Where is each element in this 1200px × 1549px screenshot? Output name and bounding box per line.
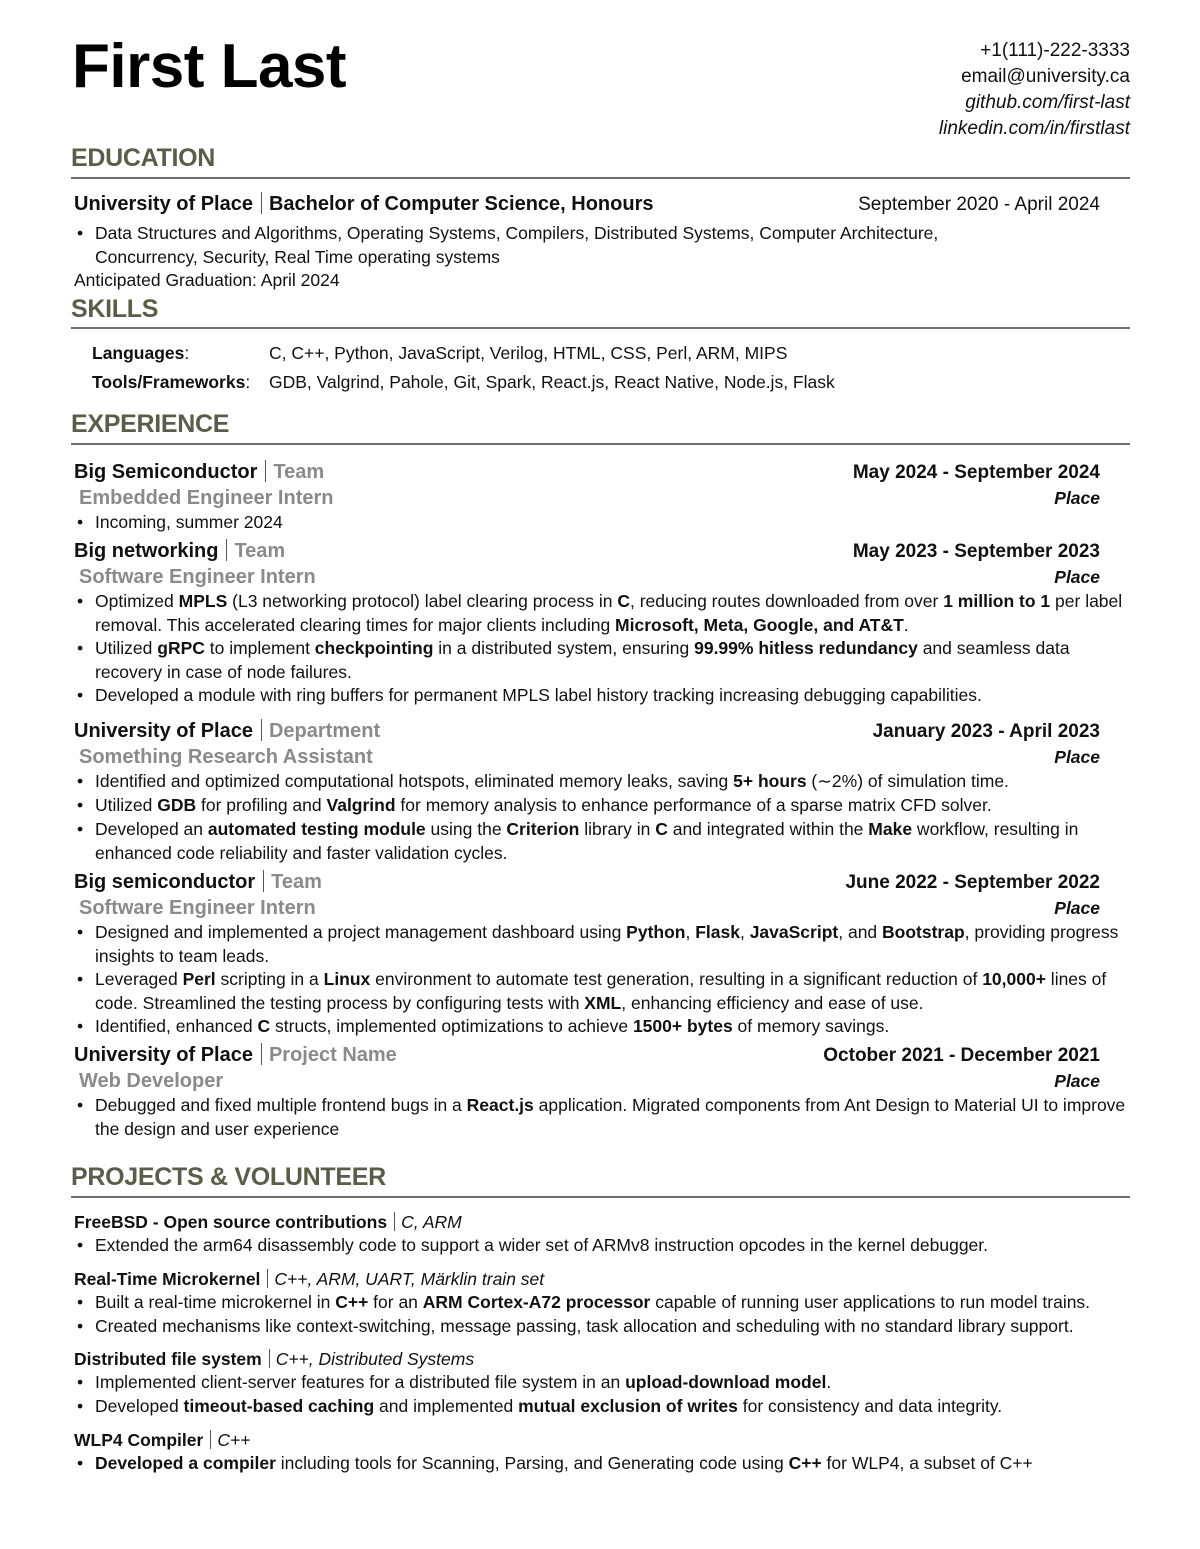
bullet-icon: • xyxy=(77,223,84,243)
bullet-text xyxy=(95,511,1137,535)
bullet-icon: • xyxy=(77,1395,84,1416)
text-run: Utilized xyxy=(95,638,158,658)
text-run: Identified and optimized computational hotspots, eliminated memory leaks, saving xyxy=(95,771,734,791)
skill-colon: : xyxy=(245,372,251,392)
project-tech: C++, Distributed Systems xyxy=(275,1349,475,1369)
bullet-icon: • xyxy=(77,819,84,839)
text-run: Designed and implemented a project management dashboard using xyxy=(95,922,627,942)
text-run: Identified, enhanced xyxy=(95,1016,258,1036)
school-name: University of Place xyxy=(74,193,253,215)
job-place: Place xyxy=(1054,567,1100,587)
bullet-text xyxy=(95,1371,1137,1395)
bold-text: Bootstrap xyxy=(882,922,965,942)
bullet-icon: • xyxy=(77,795,84,815)
bold-text: Perl xyxy=(182,969,216,989)
text-run: Optimized xyxy=(95,591,179,611)
bullet-item xyxy=(77,770,1137,794)
text-run: (∼2%) of simulation time. xyxy=(806,771,1009,791)
separator xyxy=(261,192,262,214)
bullet-icon: • xyxy=(77,771,84,791)
company-name: Big networking xyxy=(74,540,219,562)
text-run: for WLP4, a subset of C++ xyxy=(821,1453,1033,1473)
contact-block xyxy=(939,38,1130,142)
text-run: Incoming, summer 2024 xyxy=(95,512,283,532)
section-title-skills: SKILLS xyxy=(71,295,159,323)
bullet-icon: • xyxy=(77,1453,84,1473)
job-dates: October 2021 - December 2021 xyxy=(823,1045,1100,1066)
skill-value: GDB, Valgrind, Pahole, Git, Spark, React.js, React Native, Node.js, Flask xyxy=(269,372,835,392)
bold-text: C xyxy=(655,819,668,839)
bullet-text xyxy=(95,637,1137,684)
project-tech: C++, ARM, UART, Märklin train set xyxy=(274,1269,545,1289)
skill-row-languages xyxy=(92,342,787,365)
separator xyxy=(394,1212,395,1231)
bullet-item xyxy=(77,1452,1137,1476)
job-place: Place xyxy=(1054,898,1100,918)
github-link[interactable]: github.com/first-last xyxy=(965,92,1130,113)
bullet-item xyxy=(77,1395,1137,1419)
bullet-icon: • xyxy=(77,1292,84,1312)
bold-text: XML xyxy=(584,992,622,1013)
text-run: library in xyxy=(579,819,656,839)
bullet-item xyxy=(77,1094,1137,1141)
job-role: Something Research Assistant xyxy=(79,746,373,768)
separator xyxy=(210,1430,211,1449)
bold-text: Microsoft, Meta, Google, and AT&T xyxy=(615,614,904,635)
bold-text: upload-download model xyxy=(625,1372,827,1392)
text-run: Implemented client-server features for a distributed file system in an xyxy=(95,1372,626,1392)
text-run: Developed an xyxy=(95,819,208,839)
skill-value: C, C++, Python, JavaScript, Verilog, HTML, CSS, Perl, ARM, MIPS xyxy=(269,343,788,363)
courses-line: Data Structures and Algorithms, Operating Systems, Compilers, Distributed Systems, Computer Architecture, xyxy=(95,223,939,243)
bold-text: checkpointing xyxy=(314,638,434,658)
bullet-text xyxy=(95,1234,1137,1258)
text-run: for an xyxy=(368,1292,423,1312)
bold-text: mutual exclusion of writes xyxy=(518,1395,738,1416)
bold-text: 10,000+ xyxy=(982,969,1046,989)
text-run: including tools for Scanning, Parsing, and Generating code using xyxy=(275,1453,789,1473)
bullet-icon: • xyxy=(77,969,84,989)
text-run: Utilized xyxy=(95,795,158,815)
bullet-text xyxy=(95,590,1137,637)
bullet-item xyxy=(77,794,1137,818)
text-run: of memory savings. xyxy=(732,1016,890,1036)
text-run: , xyxy=(685,922,696,942)
bullet-item xyxy=(77,1015,1137,1039)
education-dates: September 2020 - April 2024 xyxy=(858,194,1100,215)
team-name: Project Name xyxy=(268,1044,397,1066)
separator xyxy=(261,719,262,741)
section-divider xyxy=(71,327,1130,329)
text-run: Extended the arm64 disassembly code to support a wider set of ARMv8 instruction opcodes in the kernel debugger. xyxy=(95,1235,989,1255)
bullet-text xyxy=(95,794,1137,818)
job-dates: May 2024 - September 2024 xyxy=(852,462,1100,483)
section-title-experience: EXPERIENCE xyxy=(71,410,230,438)
text-run: per label removal. This accelerated clearing times for major clients including xyxy=(95,591,1123,635)
bullet-icon: • xyxy=(77,922,84,942)
text-run: and implemented xyxy=(374,1395,519,1416)
bold-text: Developed a compiler xyxy=(95,1453,276,1473)
bullet-text xyxy=(95,968,1137,1015)
company-name: Big semiconductor xyxy=(74,871,256,893)
text-run: Built a real-time microkernel in xyxy=(95,1292,336,1312)
project-name: WLP4 Compiler xyxy=(74,1430,204,1450)
bold-text: ARM Cortex-A72 processor xyxy=(422,1292,651,1312)
bullet-text xyxy=(95,921,1137,968)
text-run: in a distributed system, ensuring xyxy=(433,638,695,658)
full-name: First Last xyxy=(72,32,347,101)
bold-text: automated testing module xyxy=(207,819,426,839)
bold-text: C xyxy=(617,591,630,611)
separator xyxy=(261,1043,262,1065)
text-run: Leveraged xyxy=(95,969,183,989)
bullet-icon: • xyxy=(77,1095,84,1115)
separator xyxy=(226,539,227,561)
text-run: for consistency and data integrity. xyxy=(737,1395,1003,1416)
bold-text: Valgrind xyxy=(326,795,396,815)
bold-text: Python xyxy=(626,922,686,942)
project-header xyxy=(74,1429,250,1452)
bold-text: 1500+ bytes xyxy=(632,1016,733,1036)
skill-colon: : xyxy=(184,343,190,363)
bullet-text xyxy=(95,1452,1137,1476)
job-place: Place xyxy=(1054,747,1100,767)
bullet-icon: • xyxy=(77,591,84,611)
job-place: Place xyxy=(1054,1071,1100,1091)
bullet-item xyxy=(77,921,1137,968)
text-run: . xyxy=(826,1372,832,1392)
company-name: University of Place xyxy=(74,1044,253,1066)
separator xyxy=(263,870,264,892)
text-run: to implement xyxy=(204,638,315,658)
section-title-education: EDUCATION xyxy=(71,144,216,172)
bullet-item xyxy=(77,511,1137,535)
bullet-icon: • xyxy=(77,1315,84,1336)
bullet-text xyxy=(95,1315,1137,1339)
job-role: Embedded Engineer Intern xyxy=(79,487,334,509)
team-name: Team xyxy=(273,461,325,483)
bold-text: MPLS xyxy=(178,591,228,611)
text-run: lines of code. Streamlined the testing process by configuring tests with xyxy=(95,969,1107,1013)
separator xyxy=(265,460,266,482)
bold-text: React.js xyxy=(466,1095,534,1115)
section-divider xyxy=(71,443,1130,445)
project-name: FreeBSD - Open source contributions xyxy=(74,1212,388,1232)
bullet-item xyxy=(77,637,1137,684)
job-role: Software Engineer Intern xyxy=(79,566,316,588)
bold-text: Make xyxy=(868,819,913,839)
bold-text: C++ xyxy=(335,1292,369,1312)
job-dates: May 2023 - September 2023 xyxy=(852,541,1100,562)
bullet-item xyxy=(77,1234,1137,1258)
section-divider xyxy=(71,1196,1130,1198)
team-name: Department xyxy=(268,720,381,742)
bullet-text xyxy=(95,818,1137,865)
email-link[interactable]: email@university.ca xyxy=(961,66,1130,87)
text-run: structs, implemented optimizations to achieve xyxy=(270,1016,633,1036)
bullet-text xyxy=(95,1015,1137,1039)
bullet-icon: • xyxy=(77,512,84,532)
bold-text: timeout-based caching xyxy=(183,1395,375,1416)
job-place: Place xyxy=(1054,488,1100,508)
bold-text: Criterion xyxy=(506,819,580,839)
company-name: University of Place xyxy=(74,720,253,742)
bold-text: C++ xyxy=(788,1453,822,1473)
separator xyxy=(267,1269,268,1288)
text-run: using the xyxy=(425,819,507,839)
text-run: , xyxy=(739,922,750,942)
company-name: Big Semiconductor xyxy=(74,461,258,483)
project-header xyxy=(74,1268,544,1291)
job-role: Software Engineer Intern xyxy=(79,897,316,919)
section-divider xyxy=(71,177,1130,179)
job-dates: January 2023 - April 2023 xyxy=(872,721,1100,742)
bold-text: 5+ hours xyxy=(733,771,807,791)
bold-text: GDB xyxy=(157,795,197,815)
text-run: (L3 networking protocol) label clearing process in xyxy=(227,591,618,611)
bold-text: Flask xyxy=(695,922,740,942)
bullet-text xyxy=(95,684,1137,708)
bullet-icon: • xyxy=(77,1016,84,1036)
bold-text: Linux xyxy=(323,969,371,989)
bold-text: JavaScript xyxy=(749,922,839,942)
bullet-item xyxy=(77,968,1137,1015)
separator xyxy=(269,1349,270,1368)
team-name: Team xyxy=(271,871,322,893)
text-run: , enhancing efficiency and ease of use. xyxy=(621,992,924,1013)
bullet-item xyxy=(77,590,1137,637)
bold-text: C xyxy=(257,1016,271,1036)
project-tech: C++ xyxy=(217,1430,251,1450)
text-run: workflow, resulting in enhanced code reliability and faster validation cycles. xyxy=(95,819,1079,863)
bullet-text xyxy=(95,1395,1137,1419)
project-tech: C, ARM xyxy=(401,1212,462,1232)
text-run: , and xyxy=(838,922,883,942)
graduation-text: Anticipated Graduation: April 2024 xyxy=(74,270,340,290)
text-run: , reducing routes downloaded from over xyxy=(629,591,944,611)
text-run: Developed a module with ring buffers for permanent MPLS label history tracking increasing debugging capabilities. xyxy=(95,685,982,705)
degree-name: Bachelor of Computer Science, Honours xyxy=(268,193,654,215)
bullet-item xyxy=(77,1291,1137,1315)
text-run: environment to automate test generation, resulting in a significant reduction of xyxy=(370,969,983,989)
text-run: and seamless data recovery in case of node failures. xyxy=(95,638,1070,682)
job-role: Web Developer xyxy=(79,1070,224,1092)
bullet-icon: • xyxy=(77,638,84,658)
text-run: and integrated within the xyxy=(667,819,869,839)
text-run: capable of running user applications to run model trains. xyxy=(650,1292,1091,1312)
bullet-text xyxy=(95,770,1137,794)
project-name: Distributed file system xyxy=(74,1349,262,1369)
bullet-item xyxy=(77,684,1137,708)
job-dates: June 2022 - September 2022 xyxy=(845,872,1100,893)
bullet-icon: • xyxy=(77,1372,84,1392)
text-run: Developed xyxy=(95,1395,184,1416)
team-name: Team xyxy=(234,540,286,562)
text-run: . xyxy=(903,614,909,635)
text-run: scripting in a xyxy=(215,969,324,989)
education-courses xyxy=(77,222,1137,269)
skill-label: Languages xyxy=(92,343,185,363)
bullet-icon: • xyxy=(77,1235,84,1255)
text-run: Created mechanisms like context-switching, message passing, task allocation and scheduling with no standard library support. xyxy=(95,1315,1074,1336)
text-run: , providing progress insights to team leads. xyxy=(95,922,1119,966)
project-name: Real-Time Microkernel xyxy=(74,1269,261,1289)
bullet-item xyxy=(77,818,1137,865)
bold-text: 99.99% hitless redundancy xyxy=(694,638,918,658)
bold-text: 1 million to 1 xyxy=(943,591,1051,611)
text-run: Debugged and fixed multiple frontend bugs in a xyxy=(95,1095,467,1115)
skill-label: Tools/Frameworks xyxy=(92,372,246,392)
text-run: for memory analysis to enhance performance of a sparse matrix CFD solver. xyxy=(395,795,992,815)
text-run: application. Migrated components from Ant Design to Material UI to improve the design and user experience xyxy=(95,1095,1126,1139)
linkedin-link[interactable]: linkedin.com/in/firstlast xyxy=(938,118,1130,139)
bullet-item xyxy=(77,1371,1137,1395)
bullet-icon: • xyxy=(77,685,84,705)
skill-row-tools xyxy=(92,371,835,394)
project-header xyxy=(74,1348,474,1371)
bullet-item xyxy=(77,1315,1137,1339)
phone-text: +1(111)-222-3333 xyxy=(980,40,1130,61)
project-header xyxy=(74,1211,462,1234)
bullet-text xyxy=(95,1094,1137,1141)
section-title-projects: PROJECTS & VOLUNTEER xyxy=(71,1163,386,1191)
bold-text: gRPC xyxy=(157,638,205,658)
courses-line: Concurrency, Security, Real Time operating systems xyxy=(95,246,500,267)
text-run: for profiling and xyxy=(196,795,327,815)
bullet-text xyxy=(95,1291,1137,1315)
